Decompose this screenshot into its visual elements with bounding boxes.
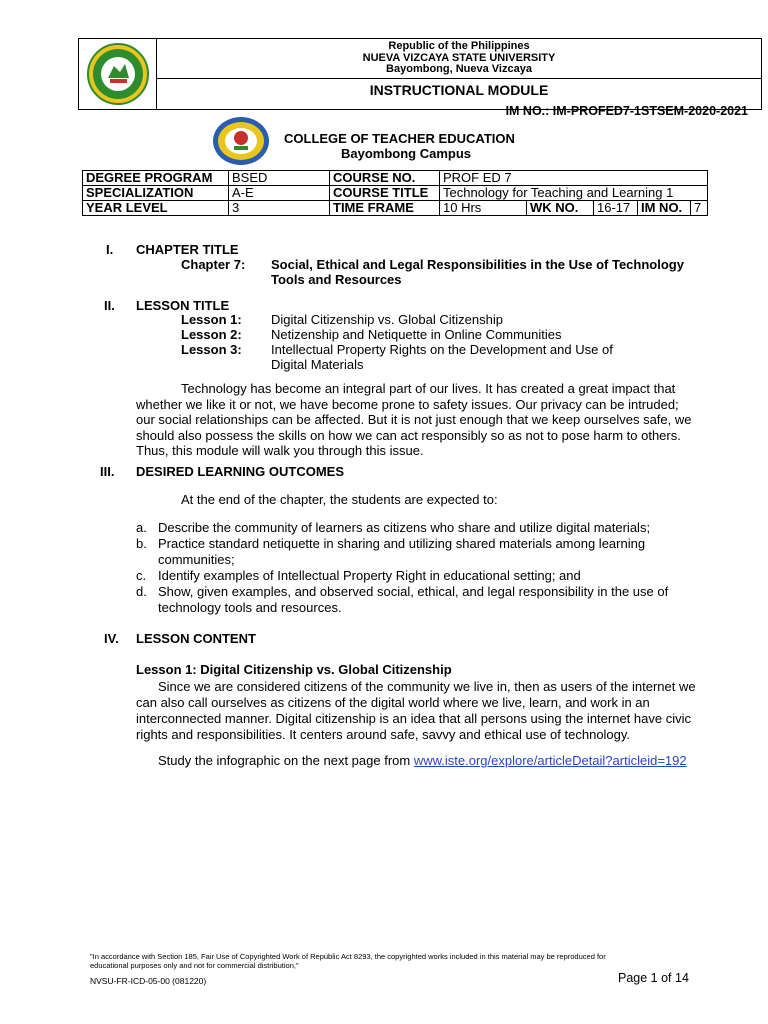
section-title: CHAPTER TITLE: [136, 242, 239, 257]
course-title-label: COURSE TITLE: [330, 186, 440, 201]
outcome-line: Show, given examples, and observed social, ethical, and legal responsibility in the use of: [158, 584, 669, 599]
republic-text: Republic of the Philippines: [388, 40, 530, 52]
intro-line: Technology has become an integral part of our lives. It has created a great impact that: [181, 381, 676, 396]
section-title: DESIRED LEARNING OUTCOMES: [136, 464, 345, 479]
campus-name: Bayombong Campus: [341, 146, 472, 161]
lesson1-line: interconnected manner. Digital citizenship is an idea that all persons using the internet have civic: [136, 711, 691, 726]
outcome-letter: a.: [136, 520, 147, 535]
time-frame-label: TIME FRAME: [330, 201, 440, 216]
chapter-title-line: Tools and Resources: [271, 272, 402, 287]
outcome-letter: c.: [136, 568, 147, 583]
outcome-letter: d.: [136, 584, 147, 599]
section-number: I.: [106, 242, 114, 257]
im-no-label: IM NO.: [638, 201, 691, 216]
wk-no-label: WK NO.: [527, 201, 594, 216]
college-name: COLLEGE OF TEACHER EDUCATION: [284, 131, 515, 146]
year-level-label: YEAR LEVEL: [83, 201, 229, 216]
course-info-table: [82, 170, 708, 216]
section-number: III.: [100, 464, 115, 479]
section-title: LESSON CONTENT: [136, 631, 256, 646]
chapter-label: Chapter 7:: [181, 257, 246, 272]
section-title: LESSON TITLE: [136, 298, 230, 313]
intro-line: Thus, this module will walk you through this issue.: [136, 443, 424, 458]
copyright-line: educational purposes only and not for commercial distribution,": [90, 961, 299, 970]
lesson-label: Lesson 1:: [181, 312, 242, 327]
course-no-label: COURSE NO.: [330, 171, 440, 186]
degree-program-label: DEGREE PROGRAM: [83, 171, 229, 186]
nvsu-seal-icon: [83, 42, 153, 106]
outcome-text: [158, 536, 645, 568]
chapter-title-line: Social, Ethical and Legal Responsibilities in the Use of Technology: [271, 257, 684, 272]
lesson1-line: can also call ourselves as citizens of the digital world where we live, learn, and work in an: [136, 695, 650, 710]
header-box: [78, 38, 762, 110]
table-row: [83, 171, 708, 186]
specialization-value: A-E: [229, 186, 330, 201]
college-block: [284, 131, 515, 161]
outcome-text: [158, 584, 668, 616]
study-text: Study the infographic on the next page from: [158, 753, 414, 768]
university-logo-cell: [79, 39, 157, 110]
lesson-label: Lesson 2:: [181, 327, 242, 342]
iste-article-link[interactable]: www.iste.org/explore/articleDetail?articleid=192: [413, 753, 687, 768]
wk-no-value: 16-17: [594, 201, 638, 216]
page-number: Page 1 of 14: [618, 971, 689, 985]
lesson-title-line: Intellectual Property Rights on the Development and Use of: [271, 342, 613, 357]
outcome-line: Practice standard netiquette in sharing and utilizing shared materials among learning: [158, 536, 646, 551]
lesson-title: Digital Citizenship vs. Global Citizenship: [271, 312, 503, 327]
outcome-text: Describe the community of learners as citizens who share and utilize digital materials;: [158, 520, 651, 535]
year-level-value: 3: [229, 201, 330, 216]
specialization-label: SPECIALIZATION: [83, 186, 229, 201]
section-number: II.: [104, 298, 115, 313]
lesson-title-line: Digital Materials: [271, 357, 364, 372]
copyright-note: [90, 952, 726, 970]
lesson-title: [271, 342, 613, 372]
chapter-title: [271, 257, 684, 287]
lesson1-line: Since we are considered citizens of the community we live in, then as users of the internet we: [158, 679, 696, 694]
intro-line: our social relationships can be affected. But it is not just enough that we keep ourselves safe, we: [136, 412, 692, 427]
table-row: [83, 201, 708, 216]
university-name: NUEVA VIZCAYA STATE UNIVERSITY: [362, 51, 556, 64]
lesson-title: Netizenship and Netiquette in Online Communities: [271, 327, 562, 342]
im-no-value: 7: [691, 201, 708, 216]
study-sentence: [158, 753, 687, 768]
time-frame-value: 10 Hrs: [440, 201, 527, 216]
outcome-text: Identify examples of Intellectual Property Right in educational setting; and: [158, 568, 581, 583]
course-title-value: Technology for Teaching and Learning 1: [440, 186, 708, 201]
outcome-line: communities;: [158, 552, 235, 567]
module-title: INSTRUCTIONAL MODULE: [369, 82, 549, 98]
section-number: IV.: [104, 631, 119, 646]
header-university-info: [157, 39, 761, 79]
table-row: [83, 186, 708, 201]
intro-paragraph: [136, 381, 722, 459]
im-number: IM NO.: IM-PROFED7-1STSEM-2020-2021: [505, 104, 748, 118]
degree-program-value: BSED: [229, 171, 330, 186]
document-code: NVSU-FR-ICD-05-00 (081220): [90, 976, 207, 986]
course-no-value: PROF ED 7: [440, 171, 708, 186]
cte-seal-icon: [212, 116, 270, 166]
intro-line: should also possess the skills on how we can act responsibly so as not to pose harm to others.: [136, 427, 681, 443]
intro-line: whether we like it or not, we have become prone to safety issues. Our privacy can be intruded;: [136, 396, 679, 412]
outcome-line: technology tools and resources.: [158, 600, 342, 615]
lesson-label: Lesson 3:: [181, 342, 242, 357]
copyright-line: "In accordance with Section 185, Fair Use of Copyrighted Work of Republic Act 8293, the copyrighted works included in this material may be reproduced for: [90, 952, 606, 961]
outcome-letter: b.: [136, 536, 147, 551]
outcomes-intro: At the end of the chapter, the students are expected to:: [181, 492, 498, 507]
lesson1-paragraph: [136, 679, 722, 743]
university-location: Bayombong, Nueva Vizcaya: [386, 63, 532, 75]
lesson1-heading: Lesson 1: Digital Citizenship vs. Global Citizenship: [136, 662, 452, 677]
lesson1-line: rights and responsibilities. It centers around safe, savvy and ethical use of technology.: [136, 727, 631, 742]
